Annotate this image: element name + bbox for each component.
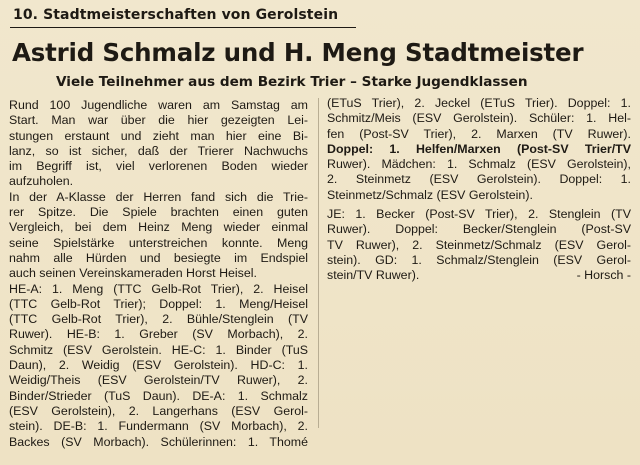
text-line: JE: 1. Becker (Post-SV Trier), 2. Stenglein (TV <box>327 207 631 222</box>
article-column-left <box>9 98 308 465</box>
text-line: TV Ruwer), 2. Steinmetz/Schmalz (ESV Gerol- <box>327 237 631 252</box>
text-line: stein/TV Ruwer). <box>327 268 420 283</box>
text-line: Ruwer). Doppel: Becker/Stenglein (Post-SV <box>327 222 631 237</box>
text-line: Ruwer). HE-B: 1. Greber (SV Morbach), 2. <box>9 327 308 342</box>
text-line: Schmitz/Meis (ESV Gerolstein). Schüler: 1. Hel- <box>327 111 631 126</box>
text-line: Schmitz (ESV Gerolstein. HE-C: 1. Binder (TuS <box>9 342 308 357</box>
text-line: Weidig/Theis (ESV Gerolstein/TV Ruwer), 2. <box>9 373 308 388</box>
text-line: auch seinen Vereinskameraden Horst Heisel. <box>9 266 257 281</box>
text-line: Rund 100 Jugendliche waren am Samstag am <box>9 98 308 112</box>
article-column-right <box>327 96 631 296</box>
text-line: Daun), 2. Weidig (ESV Gerolstein). HD-C: 1. <box>9 358 308 373</box>
text-line: In der A-Klasse der Herren fand sich die Trie- <box>9 189 308 204</box>
text-line: Vergleich, bei dem Heinz Meng wieder einmal <box>9 220 308 235</box>
text-line: (TTC Gelb-Rot Trier), 2. Bühle/Stenglein (TV <box>9 312 308 327</box>
text-line: Start. Man war über die hier gezeigten Lei- <box>9 113 308 128</box>
text-line: stein). DE-B: 1. Fundermann (SV Morbach), 2. <box>9 419 308 434</box>
text-line: lanz, so ist sicher, daß der Trierer Nachwuchs <box>9 143 308 158</box>
article-subheadline: Viele Teilnehmer aus dem Bezirk Trier – Starke Jugendklassen <box>56 74 528 90</box>
text-line: aufzuholen. <box>9 174 74 189</box>
text-line: stungen erstaunt und zieht man hier eine Bi- <box>9 128 308 143</box>
text-line: seine Spielstärke unterstreichen konnte. Meng <box>9 235 308 250</box>
section-header <box>10 5 356 28</box>
text-line: nahm alle Hürden und besiegte im Endspiel <box>9 250 308 265</box>
text-line: (ETuS Trier), 2. Jeckel (ETuS Trier). Doppel: 1. <box>327 96 631 110</box>
section-header-text: 10. Stadtmeisterschaften von Gerolstein <box>13 7 339 23</box>
text-line: Steinmetz/Schmalz (ESV Gerolstein). <box>327 187 533 202</box>
text-line: 2. Steinmetz (ESV Gerolstein). Doppel: 1. <box>327 172 631 187</box>
text-line: Backes (SV Morbach). Schülerinnen: 1. Thomé <box>9 434 308 449</box>
text-line: Doppel: 1. Helfen/Marxen (Post-SV Trier/TV <box>327 141 631 156</box>
text-line: fen (Post-SV Trier), 2. Marxen (TV Ruwer). <box>327 126 631 141</box>
text-line: stein). GD: 1. Schmalz/Stenglein (ESV Gerol- <box>327 252 631 267</box>
text-line: (ESV Gerolstein), 2. Langerhans (ESV Gerol- <box>9 403 308 418</box>
author-signature: - Horsch - <box>576 268 631 283</box>
text-line: (TTC Gelb-Rot Trier); Doppel: 1. Meng/Heisel <box>9 296 308 311</box>
article-headline: Astrid Schmalz und H. Meng Stadtmeister <box>12 38 584 67</box>
column-divider <box>318 98 319 428</box>
text-line-last <box>327 268 631 283</box>
text-line: rer Spitze. Die Spiele brachten einen guten <box>9 205 308 220</box>
text-line: HE-A: 1. Meng (TTC Gelb-Rot Trier), 2. Heisel <box>9 281 308 296</box>
text-line: im Begriff ist, viel verlorenen Boden wieder <box>9 159 308 174</box>
text-line: Binder/Strieder (TuS Daun). DE-A: 1. Schmalz <box>9 388 308 403</box>
text-line: Ruwer). Mädchen: 1. Schmalz (ESV Gerolstein), <box>327 157 631 172</box>
